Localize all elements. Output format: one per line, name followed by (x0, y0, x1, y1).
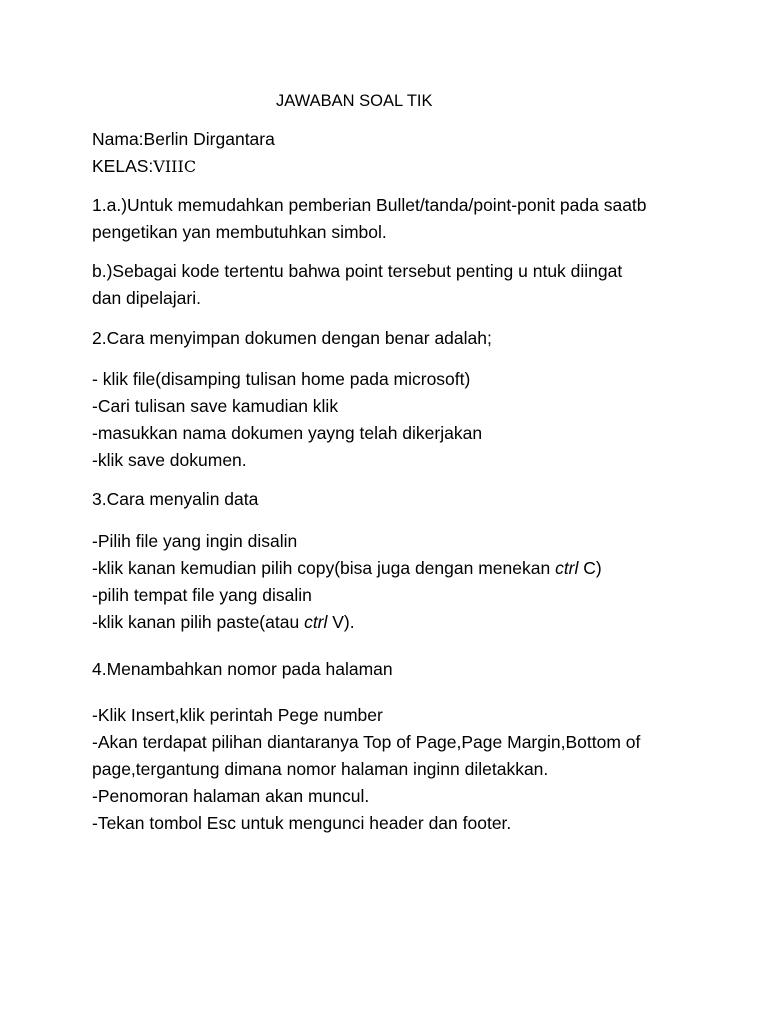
list-item: -klik save dokumen. (92, 450, 247, 470)
student-class (92, 153, 712, 180)
answer-4-heading: 4.Menambahkan nomor pada halaman (92, 659, 393, 679)
answer-1b: b.)Sebagai kode tertentu bahwa point tersebut penting u ntuk diingat dan dipelajari. (92, 261, 623, 308)
document-title: JAWABAN SOAL TIK (276, 92, 433, 110)
paste-prefix: -klik kanan pilih paste(atau (92, 612, 305, 632)
list-item-copy (92, 555, 712, 582)
paste-key: ctrl (304, 612, 328, 632)
class-value: VIIIC (153, 157, 197, 176)
list-item: -pilih tempat file yang disalin (92, 585, 312, 605)
list-item: -Pilih file yang ingin disalin (92, 531, 298, 551)
copy-key: ctrl (555, 558, 579, 578)
answer-3-heading: 3.Cara menyalin data (92, 489, 259, 509)
answer-3-steps (92, 528, 712, 636)
paste-suffix: V). (327, 612, 355, 632)
answer-1a: 1.a.)Untuk memudahkan pemberian Bullet/tanda/point-ponit pada saatb pengetikan yan membutuhkan simbol. (92, 195, 647, 242)
list-item: -Penomoran halaman akan muncul. (92, 786, 370, 806)
copy-suffix: C) (578, 558, 602, 578)
list-item: -masukkan nama dokumen yayng telah dikerjakan (92, 423, 483, 443)
list-item: -Cari tulisan save kamudian klik (92, 396, 339, 416)
answer-2-heading: 2.Cara menyimpan dokumen dengan benar adalah; (92, 328, 492, 348)
list-item-paste (92, 609, 712, 636)
student-info (92, 126, 712, 180)
answer-2-steps (92, 366, 712, 474)
list-item: -Tekan tombol Esc untuk mengunci header dan footer. (92, 813, 512, 833)
class-label: KELAS: (92, 156, 154, 176)
list-item: - klik file(disamping tulisan home pada microsoft) (92, 369, 471, 389)
student-name: Nama:Berlin Dirgantara (92, 129, 275, 149)
list-item: -Klik Insert,klik perintah Pege number (92, 705, 383, 725)
list-item: -Akan terdapat pilihan diantaranya Top of Page,Page Margin,Bottom of page,tergantung dimana nomor halaman inginn diletakkan. (92, 732, 641, 779)
answer-4-steps (92, 702, 712, 837)
copy-prefix: -klik kanan kemudian pilih copy(bisa juga dengan menekan (92, 558, 556, 578)
